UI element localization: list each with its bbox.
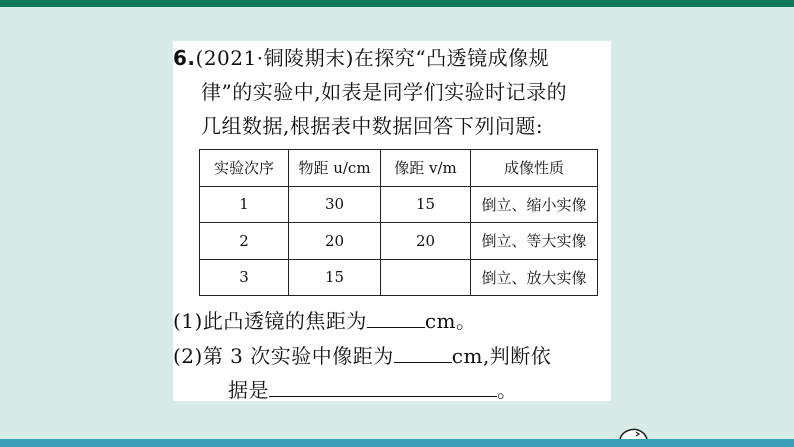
sub-question-1-unit: cm。 [424, 309, 477, 333]
table-cell: 倒立、放大实像 [471, 259, 598, 296]
table-cell: 20 [289, 223, 381, 260]
table-cell [381, 259, 471, 296]
sub-question-1-text: (1)此凸透镜的焦距为 [173, 309, 367, 333]
data-table [199, 149, 598, 296]
sub-question-1 [173, 308, 477, 334]
bottom-accent-bar [0, 439, 794, 447]
sub-question-2-period: 。 [497, 378, 518, 402]
table-cell: 30 [289, 186, 381, 223]
table-cell: 倒立、等大实像 [471, 223, 598, 260]
table-cell: 3 [200, 259, 289, 296]
doodle-character-icon [616, 428, 656, 439]
table-header-cell: 像距 v/m [381, 150, 471, 187]
table-header-cell: 成像性质 [471, 150, 598, 187]
table-row [200, 186, 598, 223]
sub-question-2-text: (2)第 3 次实验中像距为 [173, 344, 394, 368]
table-cell: 15 [289, 259, 381, 296]
sub-question-2-unit: cm,判断依 [451, 344, 552, 368]
top-accent-bar [0, 0, 794, 7]
question-stem-1: (2021·铜陵期末)在探究“凸透镜成像规 [195, 46, 550, 70]
table-cell: 2 [200, 223, 289, 260]
answer-blank-basis[interactable] [269, 378, 497, 397]
table-row [200, 259, 598, 296]
sub-question-2-line-2 [228, 377, 518, 403]
table-cell: 1 [200, 186, 289, 223]
table-header-row [200, 150, 598, 187]
question-stem-2: 律”的实验中,如表是同学们实验时记录的 [201, 80, 568, 104]
answer-blank-focal-length[interactable] [367, 309, 425, 328]
table-header-cell: 物距 u/cm [289, 150, 381, 187]
table-header-cell: 实验次序 [200, 150, 289, 187]
question-line-1 [173, 45, 549, 71]
question-card [173, 41, 611, 401]
table-row [200, 223, 598, 260]
answer-blank-image-distance[interactable] [394, 344, 452, 363]
sub-question-2-basis-label: 据是 [228, 378, 269, 402]
sub-question-2 [173, 343, 551, 369]
table-cell: 15 [381, 186, 471, 223]
question-number: 6. [173, 46, 196, 70]
table-cell: 倒立、缩小实像 [471, 186, 598, 223]
question-stem-3: 几组数据,根据表中数据回答下列问题: [201, 114, 544, 138]
table-cell: 20 [381, 223, 471, 260]
